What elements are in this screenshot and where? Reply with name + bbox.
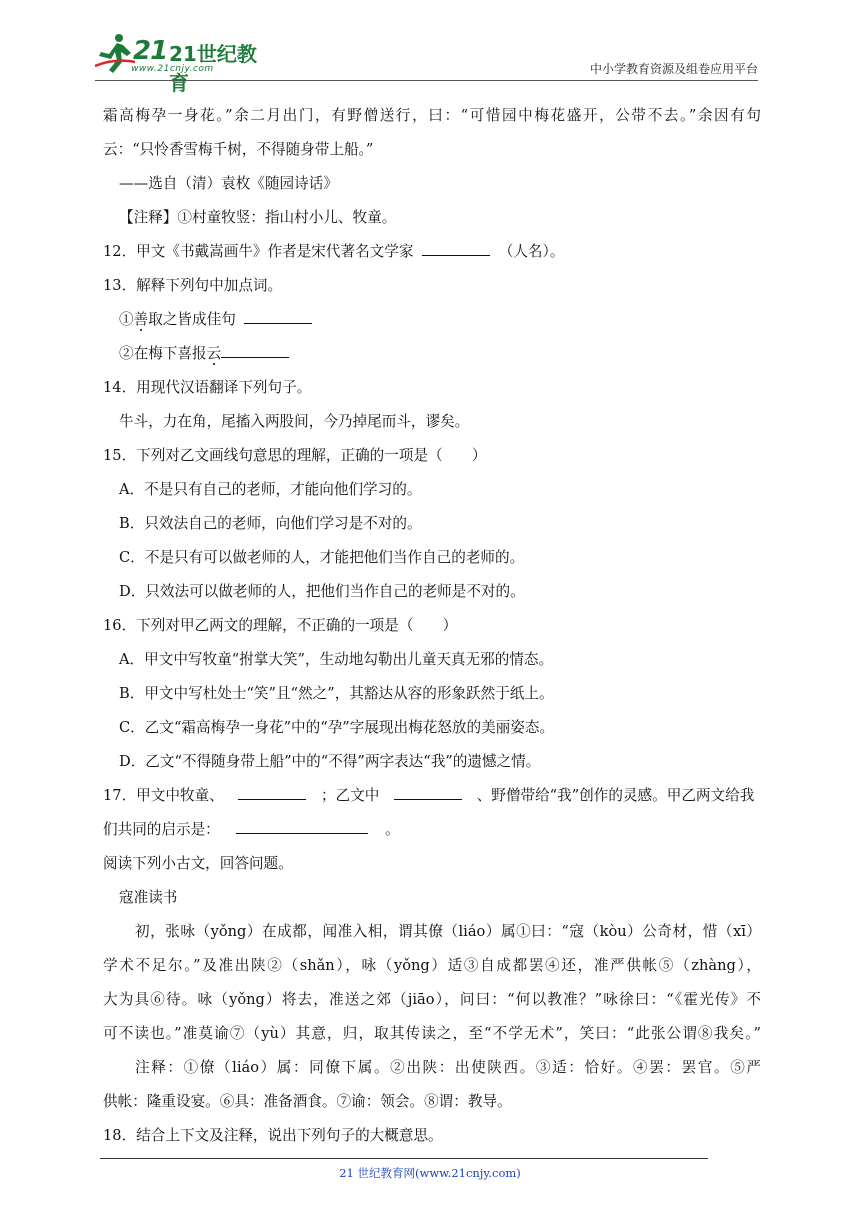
option-d[interactable]: D．只效法可以做老师的人，把他们当作自己的老师是不对的。 xyxy=(119,583,525,600)
question-text: 们共同的启示是： xyxy=(103,821,220,838)
passage-line: 初，张咏（yǒng）在成都，闻准入相，谓其僚（liáo）属①曰：“寇（kòu）公奇材，惜（xī） xyxy=(135,923,761,940)
question-14: 14．用现代汉语翻译下列句子。 xyxy=(103,379,312,396)
text-line: 霜高梅孕一身花。”余二月出门，有野僧送行，曰：“可惜园中梅花盛开，公带不去。”余因有句 xyxy=(103,107,761,124)
answer-blank[interactable] xyxy=(238,785,306,800)
document-body xyxy=(103,99,761,1153)
question-text: ；乙文中 xyxy=(321,787,380,804)
item-text: 取之皆成佳句 xyxy=(148,311,236,328)
answer-blank[interactable] xyxy=(244,309,312,324)
answer-blank[interactable] xyxy=(236,819,368,834)
option-d[interactable]: D．乙文“不得随身带上船”中的“不得”两字表达“我”的遗憾之情。 xyxy=(119,753,541,770)
passage-title: 寇准读书 xyxy=(119,889,178,906)
reading-instruction: 阅读下列小古文，回答问题。 xyxy=(103,855,293,872)
question-12 xyxy=(103,235,761,269)
question-17-cont xyxy=(103,813,761,847)
answer-blank[interactable] xyxy=(422,241,490,256)
question-17 xyxy=(103,779,761,813)
header-divider xyxy=(95,80,758,81)
answer-blank[interactable] xyxy=(394,785,462,800)
dotted-word: 云 xyxy=(206,345,222,362)
answer-blank[interactable] xyxy=(221,343,289,358)
passage-line: 大为具⑥待。咏（yǒng）将去，准送之郊（jiāo），问曰：“何以教准？”咏徐曰：“《霍光传》不 xyxy=(103,991,761,1008)
question-13-item-1 xyxy=(103,303,761,337)
option-c[interactable]: C．不是只有可以做老师的人，才能把他们当作自己的老师的。 xyxy=(119,549,525,566)
site-logo xyxy=(95,32,265,95)
page-header xyxy=(95,28,758,95)
dotted-word: 善 xyxy=(133,311,149,328)
passage-notes: 注释：①僚（liáo）属：同僚下属。②出陕：出使陕西。③适：恰好。④罢：罢官。⑤严 xyxy=(135,1059,761,1076)
question-13-item-2 xyxy=(103,337,761,371)
question-14-sentence: 牛斗，力在角，尾搐入两股间，今乃掉尾而斗，谬矣。 xyxy=(119,413,470,430)
platform-name: 中小学教育资源及组卷应用平台 xyxy=(589,62,758,76)
question-text: 、野僧带给“我”创作的灵感。甲乙两文给我 xyxy=(476,787,755,804)
option-a[interactable]: A．不是只有自己的老师，才能向他们学习的。 xyxy=(119,481,422,498)
option-c[interactable]: C．乙文“霜高梅孕一身花”中的“孕”字展现出梅花怒放的美丽姿态。 xyxy=(119,719,555,736)
page-footer: 21 世纪教育网(www.21cnjy.com) xyxy=(339,1166,521,1180)
annotation: 【注释】①村童牧竖：指山村小儿、牧童。 xyxy=(119,209,397,226)
question-text: 。 xyxy=(385,821,400,838)
passage-line: 学术不足尔。”及准出陕②（shǎn），咏（yǒng）适③自成都罢④还，准严供帐⑤（zhàng）， xyxy=(103,957,761,974)
question-text: （人名）。 xyxy=(498,243,565,260)
logo-url: www.21cnjy.com xyxy=(131,64,214,74)
source-citation: ——选自（清）袁枚《随园诗话》 xyxy=(119,175,338,192)
question-13: 13．解释下列句中加点词。 xyxy=(103,277,283,294)
logo-title: 21世纪教育 xyxy=(169,42,257,95)
footer-divider xyxy=(100,1158,708,1159)
question-15: 15．下列对乙文画线句意思的理解，正确的一项是（ ） xyxy=(103,447,487,464)
passage-line: 可不读也。”准莫谕⑦（yù）其意，归，取其传读之，至“不学无术”，笑曰：“此张公谓⑧我矣。” xyxy=(103,1025,761,1042)
option-b[interactable]: B．只效法自己的老师，向他们学习是不对的。 xyxy=(119,515,422,532)
option-b[interactable]: B．甲文中写杜处士“笑”且“然之”，其豁达从容的形象跃然于纸上。 xyxy=(119,685,554,702)
question-text: 12．甲文《书戴嵩画牛》作者是宋代著名文学家 xyxy=(103,243,414,260)
question-16: 16．下列对甲乙两文的理解，不正确的一项是（ ） xyxy=(103,617,458,634)
item-number: ① xyxy=(119,311,134,328)
option-a[interactable]: A．甲文中写牧童“拊掌大笑”，生动地勾勒出儿童天真无邪的情态。 xyxy=(119,651,554,668)
item-text: ②在梅下喜报 xyxy=(119,345,207,362)
logo-number: 21 xyxy=(133,36,168,66)
passage-notes: 供帐：隆重设宴。⑥具：准备酒食。⑦谕：领会。⑧谓：教导。 xyxy=(103,1093,512,1110)
runner-icon xyxy=(95,32,135,76)
text-line: 云：“只怜香雪梅千树，不得随身带上船。” xyxy=(103,141,374,158)
question-text: 17．甲文中牧童、 xyxy=(103,787,224,804)
question-18: 18．结合上下文及注释，说出下列句子的大概意思。 xyxy=(103,1127,443,1144)
